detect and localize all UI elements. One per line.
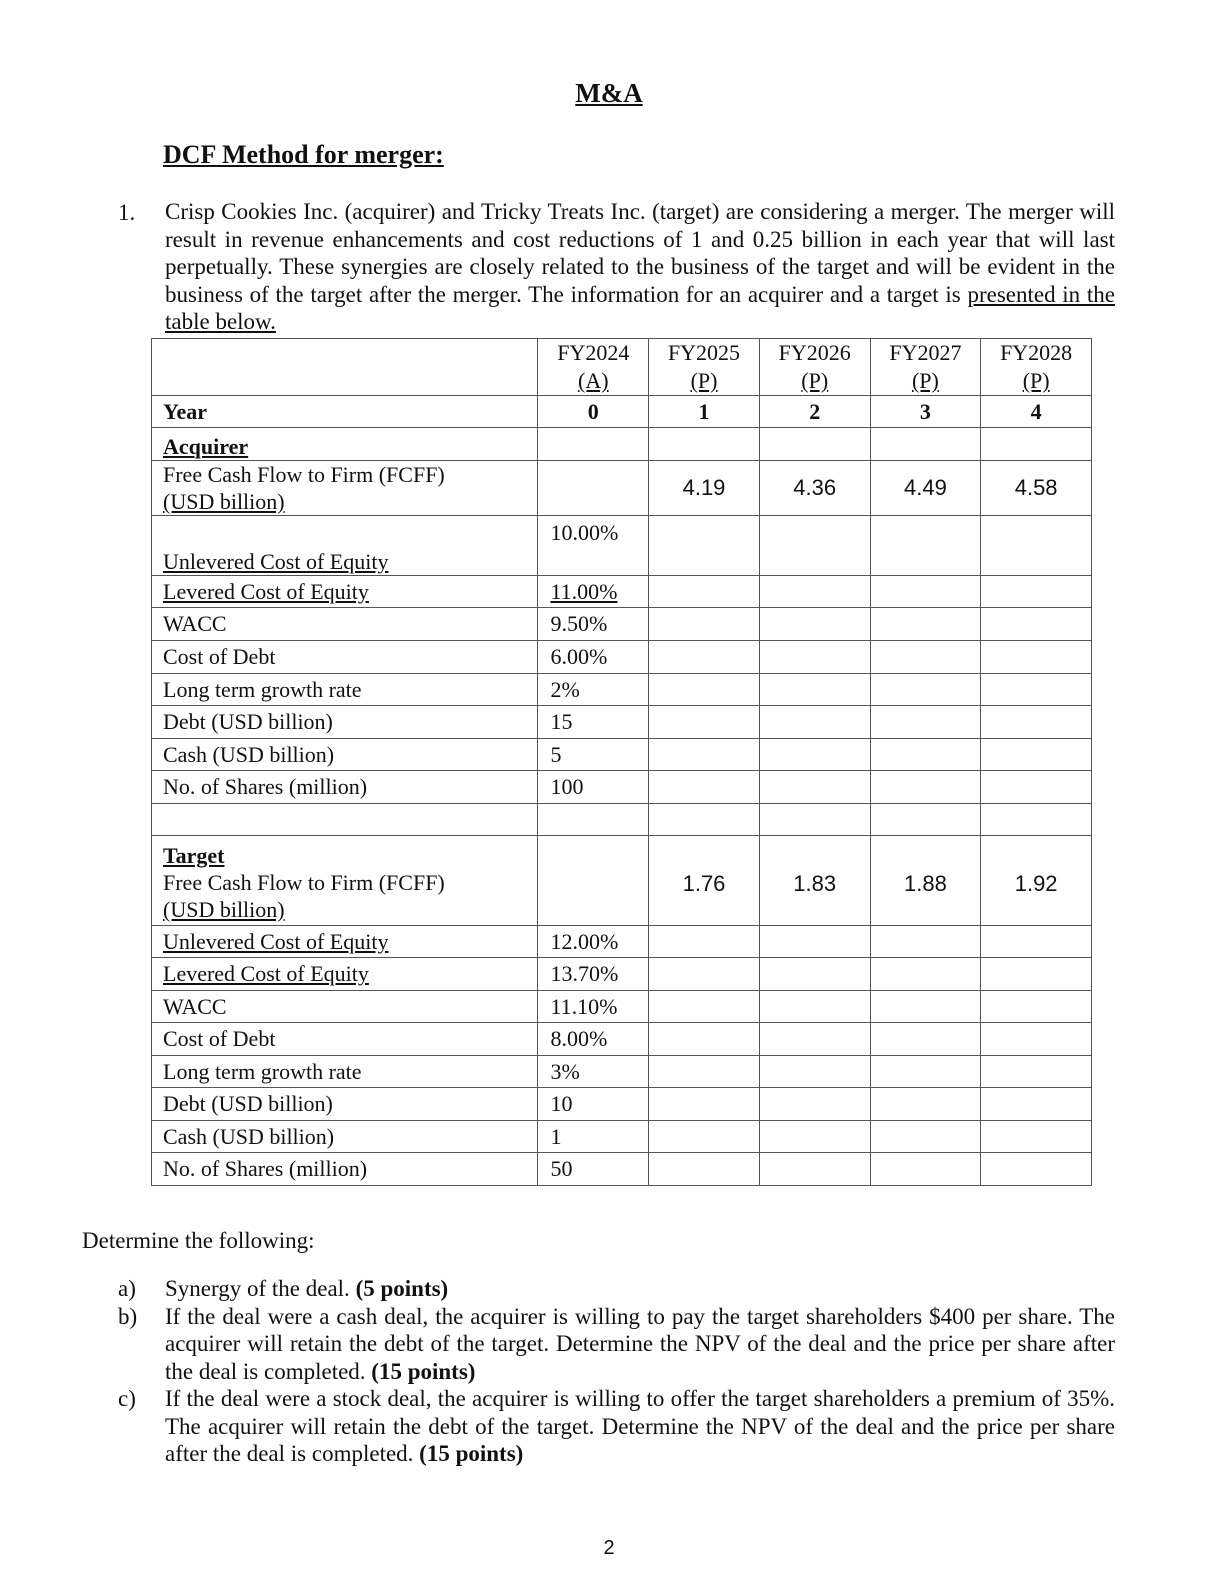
row-value: 10.00% bbox=[538, 516, 649, 576]
year-value: 1 bbox=[649, 396, 760, 428]
acquirer-data-row bbox=[152, 706, 1092, 739]
fcff-label-line: Free Cash Flow to Firm (FCFF) bbox=[163, 870, 445, 895]
row-label: Unlevered Cost of Equity bbox=[152, 926, 538, 958]
acquirer-heading: Acquirer bbox=[152, 428, 538, 461]
col-header-fy2026 bbox=[759, 339, 870, 396]
fcff-label-line: Free Cash Flow to Firm (FCFF) bbox=[163, 462, 445, 487]
fcff-value: 4.36 bbox=[759, 461, 870, 516]
part-letter: c) bbox=[118, 1386, 136, 1411]
fcff-label bbox=[152, 461, 538, 516]
part-points: (15 points) bbox=[419, 1441, 524, 1466]
col-fy-label: FY2026 bbox=[778, 340, 851, 365]
row-value: 8.00% bbox=[538, 1023, 649, 1056]
part-text: Synergy of the deal. bbox=[165, 1276, 350, 1301]
row-label: Cost of Debt bbox=[152, 641, 538, 674]
part-letter: b) bbox=[118, 1303, 138, 1329]
fcff-value: 1.88 bbox=[870, 836, 981, 926]
section-heading: DCF Method for merger: bbox=[163, 140, 444, 169]
col-type-label: (P) bbox=[801, 368, 829, 393]
col-type-label: (P) bbox=[911, 368, 939, 393]
row-label: WACC bbox=[152, 608, 538, 641]
part-letter: a) bbox=[118, 1276, 136, 1301]
row-value: 11.00% bbox=[538, 576, 649, 608]
row-value: 100 bbox=[538, 771, 649, 804]
row-value: 11.10% bbox=[538, 991, 649, 1023]
col-header-fy2024 bbox=[538, 339, 649, 396]
row-label: Long term growth rate bbox=[152, 674, 538, 706]
target-data-row bbox=[152, 958, 1092, 991]
target-fcff-row bbox=[152, 836, 1092, 926]
col-header-fy2028 bbox=[981, 339, 1092, 396]
row-label: Cash (USD billion) bbox=[152, 1121, 538, 1153]
part-text: If the deal were a cash deal, the acquirer is willing to pay the target shareholders $400 per share. The acquirer will retain the debt of the target. Determine the NPV of the deal and the price per share after the deal is completed. bbox=[165, 1303, 1115, 1384]
year-row bbox=[152, 396, 1092, 428]
row-value: 2% bbox=[538, 674, 649, 706]
question-number: 1. bbox=[118, 200, 136, 225]
col-type-label: (P) bbox=[1022, 368, 1050, 393]
col-fy-label: FY2028 bbox=[1000, 340, 1073, 365]
fcff-value: 1.83 bbox=[759, 836, 870, 926]
acquirer-data-row bbox=[152, 771, 1092, 804]
target-data-row bbox=[152, 991, 1092, 1023]
col-fy-label: FY2025 bbox=[667, 340, 741, 365]
row-value: 50 bbox=[538, 1153, 649, 1186]
target-data-row bbox=[152, 1088, 1092, 1121]
row-value: 3% bbox=[538, 1056, 649, 1088]
fcff-value: 1.76 bbox=[649, 836, 760, 926]
col-type-label: (A) bbox=[578, 368, 609, 393]
row-label: Debt (USD billion) bbox=[152, 1088, 538, 1121]
target-data-row bbox=[152, 926, 1092, 958]
spacer-row bbox=[152, 804, 1092, 836]
target-heading: Target bbox=[163, 843, 225, 868]
year-value: 3 bbox=[870, 396, 981, 428]
year-label: Year bbox=[152, 396, 538, 428]
part-b bbox=[118, 1303, 1115, 1386]
target-data-row bbox=[152, 1056, 1092, 1088]
question-text bbox=[165, 198, 1115, 336]
row-label: No. of Shares (million) bbox=[152, 1153, 538, 1186]
target-fcff-label bbox=[152, 836, 538, 926]
fcff-unit-label: (USD billion) bbox=[163, 897, 285, 922]
fcff-value: 4.49 bbox=[870, 461, 981, 516]
row-label: WACC bbox=[152, 991, 538, 1023]
row-value: 9.50% bbox=[538, 608, 649, 641]
part-points: (15 points) bbox=[371, 1358, 476, 1384]
col-header-fy2025 bbox=[649, 339, 760, 396]
col-type-label: (P) bbox=[690, 368, 718, 393]
acquirer-fcff-row bbox=[152, 461, 1092, 516]
part-points: (5 points) bbox=[355, 1276, 449, 1301]
col-header-fy2027 bbox=[870, 339, 981, 396]
fcff-value: 4.58 bbox=[981, 461, 1092, 516]
row-label: Cost of Debt bbox=[152, 1023, 538, 1056]
part-text: If the deal were a stock deal, the acquirer is willing to offer the target shareholders a premium of 35%. The acquirer will retain the debt of the target. Determine the NPV of the deal and the price per share after the deal is completed. bbox=[165, 1386, 1115, 1466]
row-value: 6.00% bbox=[538, 641, 649, 674]
row-label: Cash (USD billion) bbox=[152, 739, 538, 771]
table-header-row bbox=[152, 339, 1092, 396]
acquirer-data-row bbox=[152, 739, 1092, 771]
acquirer-data-row bbox=[152, 641, 1092, 674]
fcff-value: 4.19 bbox=[649, 461, 760, 516]
determine-heading: Determine the following: bbox=[82, 1228, 315, 1253]
page-title: M&A bbox=[575, 78, 643, 108]
row-label: Unlevered Cost of Equity bbox=[152, 516, 538, 576]
year-value: 0 bbox=[538, 396, 649, 428]
row-label: Long term growth rate bbox=[152, 1056, 538, 1088]
question-body: Crisp Cookies Inc. (acquirer) and Tricky Treats Inc. (target) are considering a merger. The merger will result in revenue enhancements and cost reductions of 1 and 0.25 billion in each year that will last perpetually. These synergies are closely related to the business of the target and will be evident in the business of the target after the merger. The information for an acquirer and a target is bbox=[165, 199, 1115, 307]
row-label: Levered Cost of Equity bbox=[152, 576, 538, 608]
row-label: Debt (USD billion) bbox=[152, 706, 538, 739]
part-a bbox=[118, 1275, 1115, 1303]
target-data-row bbox=[152, 1153, 1092, 1186]
row-value: 1 bbox=[538, 1121, 649, 1153]
fcff-value: 1.92 bbox=[981, 836, 1092, 926]
target-data-row bbox=[152, 1023, 1092, 1056]
header-empty-cell bbox=[152, 339, 538, 396]
col-fy-label: FY2024 bbox=[557, 340, 630, 365]
target-data-row bbox=[152, 1121, 1092, 1153]
question-parts bbox=[118, 1275, 1115, 1468]
row-value: 5 bbox=[538, 739, 649, 771]
col-fy-label: FY2027 bbox=[889, 340, 962, 365]
row-value: 10 bbox=[538, 1088, 649, 1121]
financial-data-table bbox=[151, 338, 1092, 1186]
row-value: 13.70% bbox=[538, 958, 649, 991]
acquirer-heading-row bbox=[152, 428, 1092, 461]
acquirer-data-row bbox=[152, 674, 1092, 706]
acquirer-data-row bbox=[152, 608, 1092, 641]
acquirer-unlevered-row bbox=[152, 516, 1092, 576]
acquirer-data-row bbox=[152, 576, 1092, 608]
row-label: No. of Shares (million) bbox=[152, 771, 538, 804]
row-value: 15 bbox=[538, 706, 649, 739]
row-label: Levered Cost of Equity bbox=[152, 958, 538, 991]
page-number: 2 bbox=[603, 1537, 615, 1559]
row-value: 12.00% bbox=[538, 926, 649, 958]
question-body-last-line: presented in the table below. bbox=[165, 281, 1115, 334]
year-value: 2 bbox=[759, 396, 870, 428]
part-c bbox=[118, 1385, 1115, 1468]
year-value: 4 bbox=[981, 396, 1092, 428]
fcff-unit-label: (USD billion) bbox=[163, 489, 285, 514]
